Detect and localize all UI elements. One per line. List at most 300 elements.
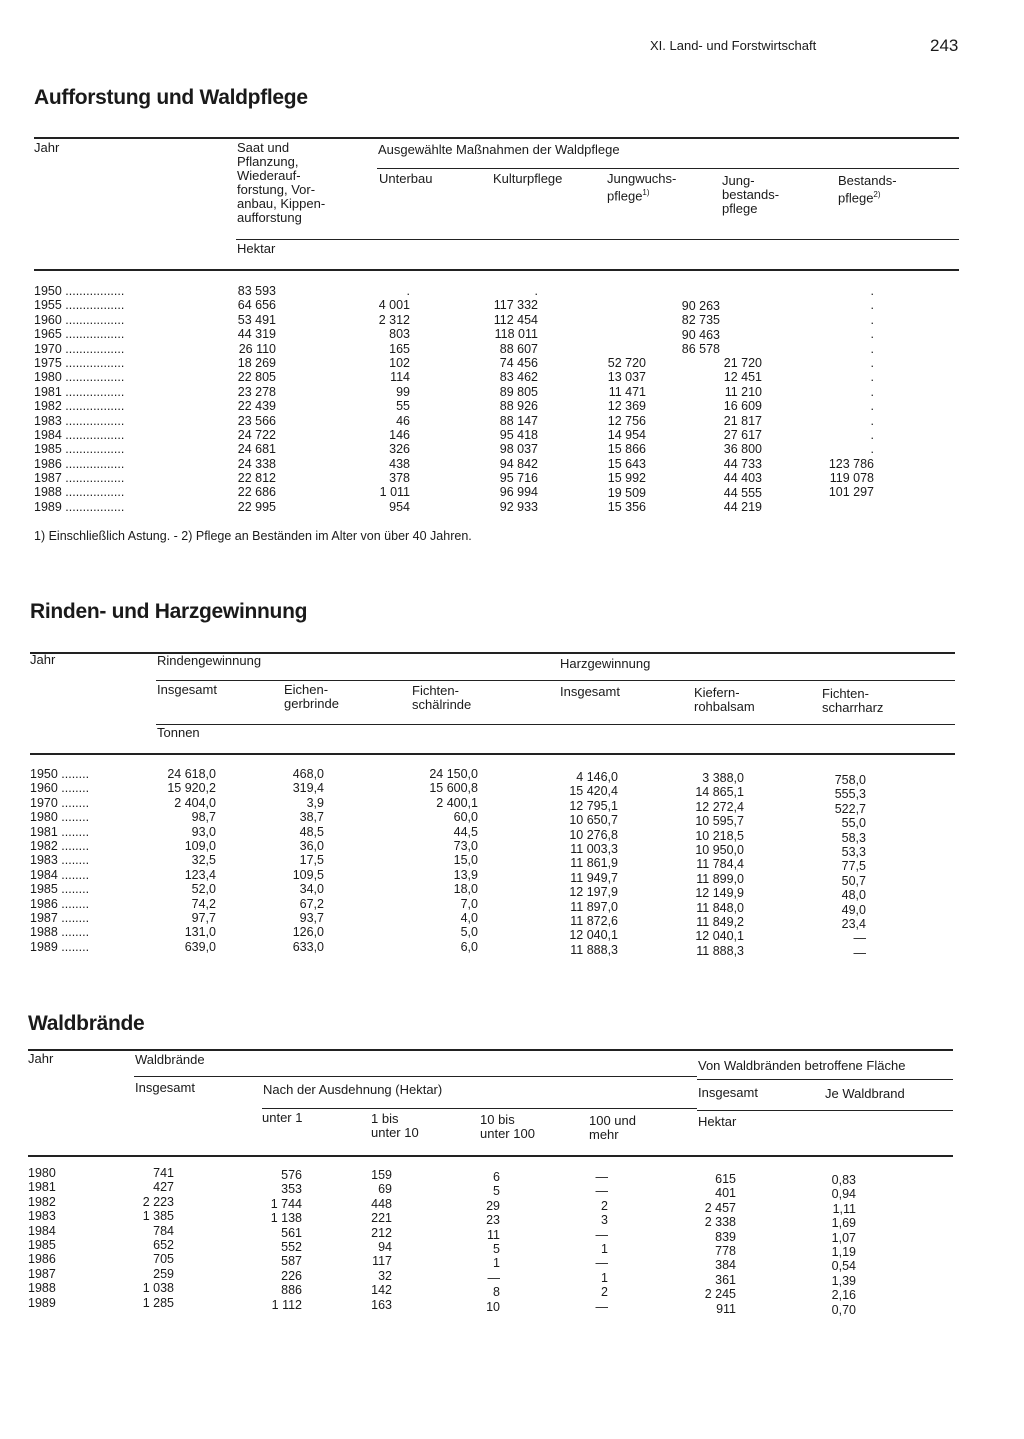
table-cell: 53 491 xyxy=(237,312,276,327)
unterbau-column xyxy=(350,284,410,514)
table-cell: 1,39 xyxy=(831,1273,856,1288)
year-cell: 1983 ........ xyxy=(30,853,90,868)
table-rule xyxy=(377,168,959,169)
table-cell: 11 897,0 xyxy=(570,899,618,914)
year-cell: 1975 ................. xyxy=(34,355,125,370)
col-header-unterbau: Unterbau xyxy=(379,171,433,186)
year-cell: 1982 xyxy=(28,1194,56,1209)
table-cell: 10 650,7 xyxy=(569,813,618,828)
fichtenharz-column xyxy=(800,773,866,960)
table-cell: 23 566 xyxy=(237,413,276,428)
table-cell: 46 xyxy=(396,413,410,428)
table-cell: 15 600,8 xyxy=(429,781,478,796)
table-cell: 11 888,3 xyxy=(570,942,618,957)
table-cell: 67,2 xyxy=(299,896,324,911)
table-rule xyxy=(156,680,955,681)
table-cell: 52,0 xyxy=(191,882,216,897)
table-cell: 448 xyxy=(371,1196,392,1211)
table-cell: 12 149,9 xyxy=(695,886,744,901)
bis10-column xyxy=(350,1168,392,1312)
harz-insgesamt-column xyxy=(550,770,618,957)
table-cell: 0,54 xyxy=(831,1259,856,1274)
table-cell: 3,9 xyxy=(306,795,324,810)
table-cell: 24 681 xyxy=(237,442,276,457)
table-cell: 5 xyxy=(493,1241,500,1256)
table-cell: 1 385 xyxy=(142,1209,174,1224)
table-cell: . xyxy=(870,427,874,442)
table-cell: 1 xyxy=(601,1241,608,1256)
table-cell: 226 xyxy=(281,1268,302,1283)
kiefern-column xyxy=(676,771,744,958)
table-cell: 784 xyxy=(153,1223,174,1238)
year-cell: 1950 ................. xyxy=(34,284,125,298)
table-cell: 1 285 xyxy=(142,1295,174,1310)
table-cell: 401 xyxy=(715,1186,736,1201)
table-cell: 5 xyxy=(493,1184,500,1199)
table-cell: 4 146,0 xyxy=(576,770,618,784)
table-cell: 12 369 xyxy=(607,399,646,414)
table-cell: . xyxy=(870,341,874,356)
year-cell: 1985 ........ xyxy=(30,882,90,897)
table-cell: 98,7 xyxy=(191,810,216,825)
year-cell: 1970 ................. xyxy=(34,341,125,356)
table-cell: 77,5 xyxy=(841,859,866,874)
table-cell: 758,0 xyxy=(834,773,866,787)
table-cell: 8 xyxy=(493,1285,500,1300)
year-cell: 1989 xyxy=(28,1295,56,1310)
table-cell: . xyxy=(870,399,874,414)
section-title: Aufforstung und Waldpflege xyxy=(34,86,308,109)
table-cell: 82 735 xyxy=(681,313,720,328)
table-cell: 319,4 xyxy=(292,781,324,796)
table-cell: 60,0 xyxy=(453,810,478,825)
table-cell: 109,5 xyxy=(292,867,324,882)
table-cell: 11 784,4 xyxy=(696,857,744,872)
table-cell: 24 722 xyxy=(237,427,276,442)
table-cell: 58,3 xyxy=(841,830,866,845)
table-cell: 2 457 xyxy=(704,1200,736,1215)
col-group-rinden: Rindengewinnung xyxy=(157,653,262,668)
year-cell: 1970 ........ xyxy=(30,795,90,810)
table-cell: 633,0 xyxy=(292,939,324,954)
table-cell: 1 744 xyxy=(270,1196,302,1211)
table-cell: 97,7 xyxy=(191,910,216,925)
table-cell: 18 269 xyxy=(237,355,276,370)
table-cell: 12 756 xyxy=(607,413,646,428)
year-cell: 1986 ................. xyxy=(34,456,125,471)
table-rule xyxy=(34,269,959,271)
col-header-fichtenharz: Fichten- scharrharz xyxy=(822,686,884,715)
table-cell: 705 xyxy=(153,1252,174,1267)
table-cell: 48,0 xyxy=(841,888,866,903)
table-cell: 4 001 xyxy=(378,298,410,313)
table-cell: 13 037 xyxy=(607,370,646,385)
table-cell: . xyxy=(870,413,874,428)
table-cell: 123 786 xyxy=(828,456,874,471)
unter1-column xyxy=(250,1168,302,1312)
table-cell: 803 xyxy=(389,327,410,342)
chapter-header: XI. Land- und Forstwirtschaft xyxy=(650,38,817,53)
table-cell: 13,9 xyxy=(453,867,478,882)
table-cell: 326 xyxy=(389,442,410,457)
table-cell: 2 223 xyxy=(142,1194,174,1209)
table-cell: 1,19 xyxy=(831,1244,856,1259)
table-cell: 50,7 xyxy=(841,873,866,888)
table-cell: 10 276,8 xyxy=(569,827,618,842)
table-cell: 114 xyxy=(390,370,410,385)
table-cell: 576 xyxy=(281,1168,302,1182)
table-cell: — xyxy=(595,1170,608,1184)
year-cell: 1980 xyxy=(28,1166,56,1180)
table-cell: 89 805 xyxy=(499,384,538,399)
col-header-harz-insgesamt: Insgesamt xyxy=(560,684,620,699)
table-cell: 11 872,6 xyxy=(570,913,618,928)
table-cell: 52 720 xyxy=(607,356,646,370)
table-cell: 12 451 xyxy=(723,370,762,385)
table-cell: 0,70 xyxy=(831,1302,856,1317)
col-header-bestandspflege: Bestands- pflege$^{2)}$ xyxy=(838,173,897,206)
table-cell: — xyxy=(853,945,866,960)
year-cell: 1965 ................. xyxy=(34,327,125,342)
bis100-column xyxy=(470,1170,500,1314)
table-cell: 15 992 xyxy=(607,471,646,486)
table-cell: 55 xyxy=(396,399,410,414)
table-cell: 522,7 xyxy=(834,801,866,816)
table-cell: 2 xyxy=(601,1285,608,1300)
table-cell: 19 509 xyxy=(607,485,646,500)
year-cell: 1987 ................. xyxy=(34,471,125,486)
table-cell: 163 xyxy=(371,1297,392,1312)
table-cell: . xyxy=(870,298,874,313)
mehr100-column xyxy=(580,1170,608,1314)
col-group-waldpflege: Ausgewählte Maßnahmen der Waldpflege xyxy=(378,142,620,157)
table-cell: 911 xyxy=(716,1301,736,1316)
table-cell: . xyxy=(406,284,410,298)
table-cell: 99 xyxy=(396,384,410,399)
table-cell: 11 210 xyxy=(724,384,762,399)
col-header-bis100: 10 bis unter 100 xyxy=(480,1112,535,1141)
col-header-insgesamt: Insgesamt xyxy=(135,1080,195,1095)
table-cell: 2 312 xyxy=(378,312,410,327)
table-cell: 74 456 xyxy=(499,355,538,370)
table-cell: 55,0 xyxy=(841,816,866,831)
table-cell: 22 439 xyxy=(237,399,276,414)
table-cell: 117 332 xyxy=(493,298,538,313)
table-cell: — xyxy=(853,931,866,946)
year-cell: 1950 ........ xyxy=(30,767,90,781)
unit-label: Hektar xyxy=(698,1114,737,1129)
table-cell: 741 xyxy=(153,1166,174,1180)
table-cell: 6,0 xyxy=(460,939,478,954)
table-cell: 1 xyxy=(601,1270,608,1285)
year-column xyxy=(28,1166,88,1310)
col-header-saat: Saat und Pflanzung, Wiederauf- forstung, Vor- anbau, Kippen- aufforstung xyxy=(237,140,326,225)
bestandspflege-column xyxy=(810,284,874,500)
table-rule xyxy=(262,1108,697,1109)
footnote: 1) Einschließlich Astung. - 2) Pflege an Beständen im Alter von über 40 Jahren. xyxy=(34,529,472,543)
fichten-column xyxy=(410,767,478,954)
unit-label: Hektar xyxy=(237,241,276,256)
table-cell: 15,0 xyxy=(453,853,478,868)
table-cell: 11 888,3 xyxy=(696,943,744,958)
table-cell: 778 xyxy=(715,1243,736,1258)
table-cell: 1 112 xyxy=(271,1297,302,1312)
table-cell: 0,94 xyxy=(831,1187,856,1202)
table-cell: 468,0 xyxy=(292,767,324,781)
table-cell: 12 040,1 xyxy=(695,929,744,944)
kulturpflege-column xyxy=(460,284,538,514)
table-cell: 11 949,7 xyxy=(570,870,618,885)
page-number: 243 xyxy=(930,36,959,55)
table-cell: 24 150,0 xyxy=(429,767,478,781)
table-cell: 1,11 xyxy=(832,1201,856,1216)
table-cell: 427 xyxy=(153,1180,174,1195)
table-cell: 22 686 xyxy=(237,485,276,500)
eichen-column xyxy=(260,767,324,954)
table-cell: 615 xyxy=(715,1172,736,1186)
table-cell: 14 954 xyxy=(607,427,646,442)
table-cell: 98 037 xyxy=(499,442,538,457)
table-cell: 48,5 xyxy=(299,824,324,839)
table-cell: 24 618,0 xyxy=(167,767,216,781)
table-rule xyxy=(156,724,955,725)
table-cell: . xyxy=(870,384,874,399)
table-cell: 159 xyxy=(371,1168,392,1182)
table-cell: 73,0 xyxy=(453,838,478,853)
table-cell: 101 297 xyxy=(828,485,874,500)
table-cell: . xyxy=(870,442,874,457)
table-cell: 126,0 xyxy=(292,925,324,940)
year-cell: 1989 ........ xyxy=(30,939,90,954)
table-cell: 12 197,9 xyxy=(569,885,618,900)
table-cell: 886 xyxy=(281,1283,302,1298)
table-cell: 32 xyxy=(378,1268,392,1283)
rinden-insgesamt-column xyxy=(150,767,216,954)
table-cell: 34,0 xyxy=(299,882,324,897)
col-group-waldbraende: Waldbrände xyxy=(135,1052,205,1067)
table-cell: 15 920,2 xyxy=(167,781,216,796)
table-cell: 95 716 xyxy=(499,471,538,486)
table-cell: 954 xyxy=(389,499,410,514)
table-cell: 102 xyxy=(389,355,410,370)
table-cell: 11 003,3 xyxy=(570,841,618,856)
year-cell: 1982 ................. xyxy=(34,399,125,414)
table-cell: 12 795,1 xyxy=(569,798,618,813)
table-cell: 15 356 xyxy=(607,499,646,514)
table-rule xyxy=(697,1079,953,1080)
col-header-jahr: Jahr xyxy=(30,652,56,667)
table-cell: . xyxy=(870,370,874,385)
year-cell: 1988 ........ xyxy=(30,925,90,940)
col-header-bis10: 1 bis unter 10 xyxy=(371,1111,419,1140)
table-cell: 94 842 xyxy=(499,456,538,471)
table-cell: 29 xyxy=(486,1198,500,1213)
table-cell: 90 263 xyxy=(681,299,720,313)
section-title: Rinden- und Harzgewinnung xyxy=(30,600,308,623)
table-cell: 384 xyxy=(715,1258,736,1273)
table-cell: 2 338 xyxy=(704,1215,736,1230)
table-cell: 86 578 xyxy=(681,342,720,357)
col-header-jungbestandspflege: Jung- bestands- pflege xyxy=(722,173,780,216)
table-cell: 92 933 xyxy=(499,499,538,514)
table-cell: 23,4 xyxy=(841,916,866,931)
table-cell: 26 110 xyxy=(238,341,276,356)
year-cell: 1981 ........ xyxy=(30,824,90,839)
table-cell: 22 812 xyxy=(237,471,276,486)
col-header-jahr: Jahr xyxy=(34,140,60,155)
table-cell: — xyxy=(487,1270,500,1285)
table-cell: — xyxy=(595,1299,608,1314)
je-waldbrand-column xyxy=(810,1173,856,1317)
table-cell: . xyxy=(870,284,874,298)
table-rule xyxy=(30,753,955,755)
table-cell: 123,4 xyxy=(184,867,216,882)
table-cell: 117 xyxy=(372,1254,392,1269)
table-cell: 112 454 xyxy=(493,312,538,327)
table-rule xyxy=(28,1155,953,1157)
table-cell: 119 078 xyxy=(829,471,874,486)
table-cell: 14 865,1 xyxy=(695,785,744,800)
table-cell: 44 555 xyxy=(723,485,762,500)
table-cell: 142 xyxy=(371,1283,392,1298)
col-group-ausdehnung: Nach der Ausdehnung (Hektar) xyxy=(263,1082,443,1097)
col-group-flaeche: Von Waldbränden betroffene Fläche xyxy=(698,1058,906,1073)
table-cell: 11 861,9 xyxy=(570,856,618,871)
table-cell: 11 899,0 xyxy=(696,871,744,886)
table-cell: 21 720 xyxy=(723,356,762,370)
table-cell: 38,7 xyxy=(299,810,324,825)
table-cell: 36 800 xyxy=(723,442,762,457)
table-cell: 438 xyxy=(389,456,410,471)
table-cell: 44 319 xyxy=(237,327,276,342)
table-cell: 10 xyxy=(486,1299,500,1314)
year-cell: 1960 ................. xyxy=(34,312,125,327)
col-group-harz: Harzgewinnung xyxy=(560,656,651,671)
table-cell: 15 420,4 xyxy=(569,784,618,799)
table-cell: 353 xyxy=(281,1182,302,1197)
year-cell: 1983 ................. xyxy=(34,413,125,428)
year-cell: 1985 ................. xyxy=(34,442,125,457)
table-cell: 10 218,5 xyxy=(695,828,744,843)
table-cell: 83 593 xyxy=(237,284,276,298)
year-cell: 1981 ................. xyxy=(34,384,125,399)
table-cell: 0,83 xyxy=(831,1173,856,1187)
flaeche-column xyxy=(690,1172,736,1316)
table-cell: 17,5 xyxy=(299,853,324,868)
table-cell: 23 xyxy=(486,1213,500,1228)
year-cell: 1988 xyxy=(28,1281,56,1296)
year-cell: 1984 ................. xyxy=(34,427,125,442)
table-cell: 12 040,1 xyxy=(569,928,618,943)
saat-column xyxy=(224,284,276,514)
table-cell: 109,0 xyxy=(184,838,216,853)
table-cell: 555,3 xyxy=(834,787,866,802)
table-cell: . xyxy=(870,327,874,342)
table-cell: 44 219 xyxy=(723,499,762,514)
jungbestandspflege-column xyxy=(700,356,762,514)
table-cell: 18,0 xyxy=(453,882,478,897)
year-cell: 1987 ........ xyxy=(30,910,90,925)
table-cell: 88 926 xyxy=(499,399,538,414)
table-cell: 221 xyxy=(371,1211,392,1226)
year-cell: 1985 xyxy=(28,1237,56,1252)
table-cell: 24 338 xyxy=(237,456,276,471)
year-cell: 1982 ........ xyxy=(30,838,90,853)
table-cell: 378 xyxy=(389,471,410,486)
table-cell: 2 245 xyxy=(704,1287,736,1302)
table-cell: 12 272,4 xyxy=(695,799,744,814)
table-cell: . xyxy=(870,312,874,327)
table-cell: 10 595,7 xyxy=(695,814,744,829)
table-cell: 83 462 xyxy=(499,370,538,385)
table-cell: 69 xyxy=(378,1182,392,1197)
year-cell: 1980 ................. xyxy=(34,370,125,385)
table-cell: 639,0 xyxy=(184,939,216,954)
table-cell: 23 278 xyxy=(237,384,276,399)
year-cell: 1980 ........ xyxy=(30,810,90,825)
table-cell: 64 656 xyxy=(237,298,276,313)
table-cell: 1 011 xyxy=(379,485,410,500)
year-cell: 1987 xyxy=(28,1266,56,1281)
table-rule xyxy=(236,239,959,240)
table-cell: 10 950,0 xyxy=(695,842,744,857)
table-cell: 118 011 xyxy=(494,327,538,342)
table-cell: 4,0 xyxy=(460,910,478,925)
year-cell: 1986 xyxy=(28,1252,56,1267)
col-header-mehr100: 100 und mehr xyxy=(589,1113,636,1142)
col-header-flaeche-insgesamt: Insgesamt xyxy=(698,1085,758,1100)
col-header-je-waldbrand: Je Waldbrand xyxy=(825,1086,905,1101)
table-cell: 839 xyxy=(715,1229,736,1244)
table-cell: 90 463 xyxy=(681,327,720,342)
col-header-unter1: unter 1 xyxy=(262,1110,303,1125)
table-rule xyxy=(134,1076,697,1077)
table-cell: . xyxy=(870,355,874,370)
year-cell: 1989 ................. xyxy=(34,499,125,514)
table-cell: 11 xyxy=(487,1227,500,1242)
table-cell: 88 147 xyxy=(499,413,538,428)
table-cell: 36,0 xyxy=(299,838,324,853)
table-cell: 32,5 xyxy=(191,853,216,868)
table-cell: 11 849,2 xyxy=(696,914,744,929)
table-cell: 44,5 xyxy=(453,824,478,839)
table-cell: 2 400,1 xyxy=(436,795,478,810)
table-cell: 552 xyxy=(281,1239,302,1254)
unit-label: Tonnen xyxy=(157,725,200,740)
year-column xyxy=(30,767,134,954)
table-cell: 5,0 xyxy=(460,925,478,940)
table-cell: . xyxy=(534,284,538,298)
table-cell: 561 xyxy=(281,1225,302,1240)
insgesamt-column xyxy=(120,1166,174,1310)
table-cell: 11 471 xyxy=(608,384,646,399)
table-cell: 259 xyxy=(153,1266,174,1281)
table-cell: 6 xyxy=(493,1170,500,1184)
table-cell: 88 607 xyxy=(499,341,538,356)
table-cell: 2 xyxy=(601,1198,608,1213)
year-cell: 1984 ........ xyxy=(30,867,90,882)
table-cell: 131,0 xyxy=(184,925,216,940)
table-cell: 212 xyxy=(371,1225,392,1240)
table-cell: 1,07 xyxy=(831,1230,856,1245)
section-title: Waldbrände xyxy=(28,1012,145,1035)
table-rule xyxy=(28,1049,953,1051)
table-cell: — xyxy=(595,1184,608,1199)
table-rule xyxy=(34,137,959,139)
year-cell: 1986 ........ xyxy=(30,896,90,911)
table-cell: 95 418 xyxy=(499,427,538,442)
table-cell: 96 994 xyxy=(499,485,538,500)
